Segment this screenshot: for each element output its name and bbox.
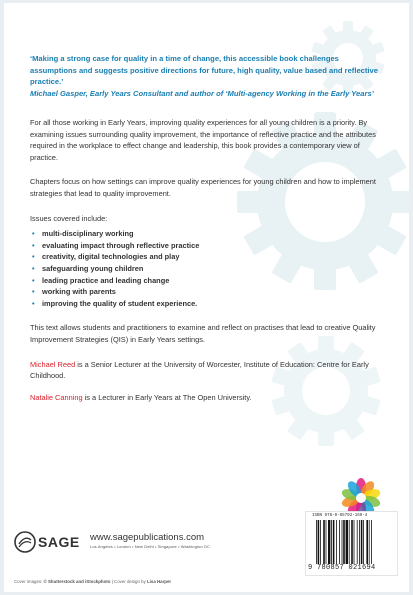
credit-design-value: Lisa Harper [146,579,172,584]
issue-item: • evaluating impact through reflective practice [30,240,380,252]
author-description: is a Senior Lecturer at the University of Worcester, Institute of Education: Centre for Early Childhood. [30,359,369,381]
issue-item: • safeguarding young children [30,263,380,275]
issue-item: • multi-disciplinary working [30,228,380,240]
publisher-footer [14,527,294,567]
credit-images-value: © Shutterstock and iStockphoto [43,579,111,584]
issues-list [30,228,380,309]
author-bio [30,392,380,404]
text-column [30,53,380,413]
back-cover [4,3,409,592]
endorsement-attribution: Michael Gasper, Early Years Consultant and author of ‘Multi-agency Working in the Early Years’ [30,88,374,98]
sage-wordmark: SAGE [38,534,80,550]
issues-intro: Issues covered include: [30,213,108,223]
issue-item: • creativity, digital technologies and play [30,251,380,263]
cover-credits [14,579,171,584]
issue-item: • leading practice and leading change [30,275,380,287]
credit-design-label: Cover design by [114,579,147,584]
publisher-cities: Los Angeles • London • New Delhi • Singapore • Washington DC [90,544,210,549]
barcode-bars [316,520,390,564]
endorsement-quote: ‘Making a strong case for quality in a time of change, this accessible book challenges assumptions and suggests positive directions for future, high quality, value based and reflective practice.’ [30,54,378,86]
sage-mark-icon [14,531,36,553]
author-name: Michael Reed [30,359,76,369]
issue-item: • working with parents [30,286,380,298]
issue-item: • improving the quality of student experience. [30,298,380,310]
barcode-box [305,511,398,576]
author-name: Natalie Canning [30,392,83,402]
description-paragraph: For all those working in Early Years, improving quality experiences for all young children is a priority. By examining issues surrounding quality improvement, the importance of reflective practice and the attributes required in the workplace to effect change and leadership, this book provides a contemporary view of practice. [30,118,376,162]
barcode-number: 9 780857 021694 [308,564,376,572]
publisher-url[interactable]: www.sagepublications.com [90,532,205,543]
isbn-text: ISBN 978-0-85702-169-4 [312,514,368,518]
credit-images-label: Cover images: [14,579,44,584]
sage-logo [14,531,80,553]
chapters-paragraph: Chapters focus on how settings can improve quality experiences for young children and how to implement strategies that lead to quality improvement. [30,177,376,198]
credit-separator: | [110,579,115,584]
author-description: is a Lecturer in Early Years at The Open University. [82,392,252,402]
author-bio [30,359,380,382]
closing-paragraph: This text allows students and practitioners to examine and reflect on practises that lead to creative Quality Improvement Strategies (QIS) in Early Years settings. [30,323,376,344]
